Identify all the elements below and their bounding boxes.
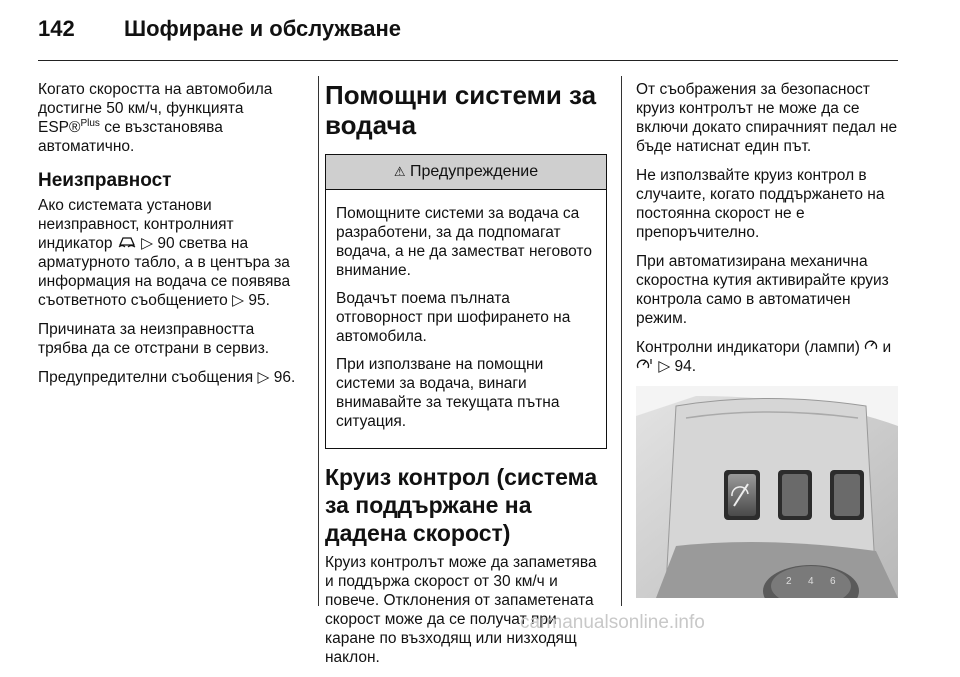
warning-box xyxy=(325,154,607,449)
page-number: 142 xyxy=(38,16,75,41)
text: Предупредителни съобщения xyxy=(38,369,258,386)
warning-text: Помощните системи за водача са разработени, за да подпомагат водача, а не да заместват неговото внимание. xyxy=(336,205,592,279)
page-header xyxy=(38,16,401,42)
paragraph xyxy=(38,196,306,310)
paragraph xyxy=(38,80,306,156)
column-divider xyxy=(621,76,622,606)
paragraph xyxy=(38,368,306,387)
paragraph: Круиз контролът може да запаметява и поддържа скорост от 30 км/ч и повече. Отклонения от запаметената скорост може да се получат при каране по възходящ или низходящ наклон. xyxy=(325,554,597,666)
warning-title: Предупреждение xyxy=(409,163,539,180)
page-reference[interactable]: 96. xyxy=(273,369,296,386)
text: Ако системата установи неизправност, контролният индикатор xyxy=(38,197,234,252)
column-1 xyxy=(38,80,306,397)
page-reference[interactable]: 95. xyxy=(248,292,270,309)
page-reference[interactable]: 90 xyxy=(157,235,175,252)
page-title: Шофиране и обслужване xyxy=(124,16,402,41)
superscript: Plus xyxy=(80,117,100,129)
header-rule xyxy=(38,60,898,61)
chapter-title: Помощни системи за водача xyxy=(325,80,597,140)
warning-triangle-icon: ⚠ xyxy=(393,164,406,179)
text: светва на арматурното табло, а в центъра за информация на водача се появява съответното съобщението xyxy=(38,235,291,309)
gear-label: 2 xyxy=(786,576,792,587)
text: се възстановява автоматично. xyxy=(38,119,223,155)
warning-text: При използване на помощни системи за водача, винаги внимавайте за текущата пътна ситуация. xyxy=(336,356,560,430)
paragraph: Не използвайте круиз контрол в случаите, когато поддържането на постоянна скорост не е препоръчително. xyxy=(636,167,885,241)
paragraph: От съображения за безопасност круиз контролът не може да се включи докато спирачният педал не бъде натиснат един път. xyxy=(636,81,898,155)
ref-arrow-icon: ▷ xyxy=(257,369,270,386)
dashboard-switch-illustration xyxy=(636,386,898,598)
cruise-control-set-icon xyxy=(636,358,654,375)
paragraph xyxy=(636,338,898,376)
esp-skid-icon xyxy=(117,235,137,252)
ref-arrow-icon: ▷ xyxy=(141,235,154,252)
text: Когато скоростта на автомобила достигне 50 км/ч, функцията ESP® xyxy=(38,81,273,136)
gear-label: 4 xyxy=(808,576,814,587)
column-3 xyxy=(636,80,898,416)
page-reference[interactable]: 94. xyxy=(674,358,697,375)
section-heading: Круиз контрол (система за поддържане на дадена скорост) xyxy=(325,464,598,546)
cruise-switch-button xyxy=(724,470,760,520)
warning-header xyxy=(326,155,606,190)
column-divider xyxy=(318,76,319,606)
text: Контролни индикатори (лампи) xyxy=(636,339,865,356)
warning-body xyxy=(326,190,606,448)
section-heading: Неизправност xyxy=(38,170,172,191)
gear-label: 6 xyxy=(830,576,836,587)
watermark: carmanualsonline.info xyxy=(520,612,705,633)
warning-text: Водачът поема пълната отговорност при шофирането на автомобила. xyxy=(336,290,571,345)
ref-arrow-icon: ▷ xyxy=(658,358,671,375)
cruise-control-icon xyxy=(864,339,878,356)
text: и xyxy=(878,339,892,356)
paragraph: При автоматизирана механична скоростна кутия активирайте круиз контрола само в автоматичен режим. xyxy=(636,253,889,327)
column-2 xyxy=(325,80,607,677)
ref-arrow-icon: ▷ xyxy=(232,292,245,309)
paragraph: Причината за неизправността трябва да се отстрани в сервиз. xyxy=(38,321,270,357)
